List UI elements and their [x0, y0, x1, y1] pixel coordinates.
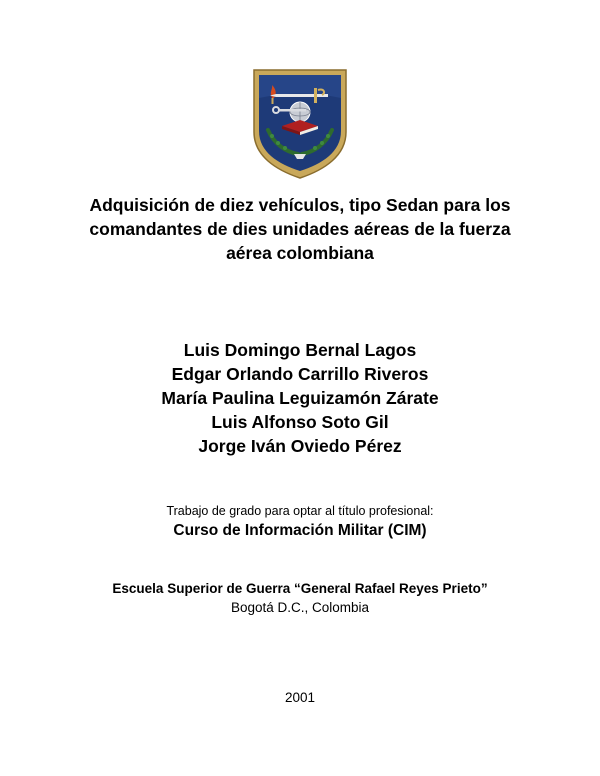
degree-note: Trabajo de grado para optar al título profesional:: [166, 504, 434, 518]
author-name: Luis Domingo Bernal Lagos: [183, 340, 417, 360]
institution-city: Bogotá D.C., Colombia: [230, 600, 370, 615]
document-title: [0, 193, 600, 265]
author-name: Edgar Orlando Carrillo Riveros: [171, 364, 429, 384]
degree-name: Curso de Información Militar (CIM): [173, 522, 427, 539]
title-line: aérea colombiana: [226, 243, 374, 263]
author-name: Jorge Iván Oviedo Pérez: [198, 436, 402, 456]
publication-year: 2001: [284, 690, 316, 705]
author-name: María Paulina Leguizamón Zárate: [161, 388, 439, 408]
title-line: comandantes de dies unidades aéreas de la fuerza: [89, 219, 511, 239]
author-name: Luis Alfonso Soto Gil: [211, 412, 389, 432]
institution-name: Escuela Superior de Guerra “General Rafael Reyes Prieto”: [112, 581, 488, 596]
military-school-shield-emblem-icon: [252, 68, 348, 180]
author-list: [0, 338, 600, 458]
title-line: Adquisición de diez vehículos, tipo Sedan para los: [89, 195, 511, 215]
